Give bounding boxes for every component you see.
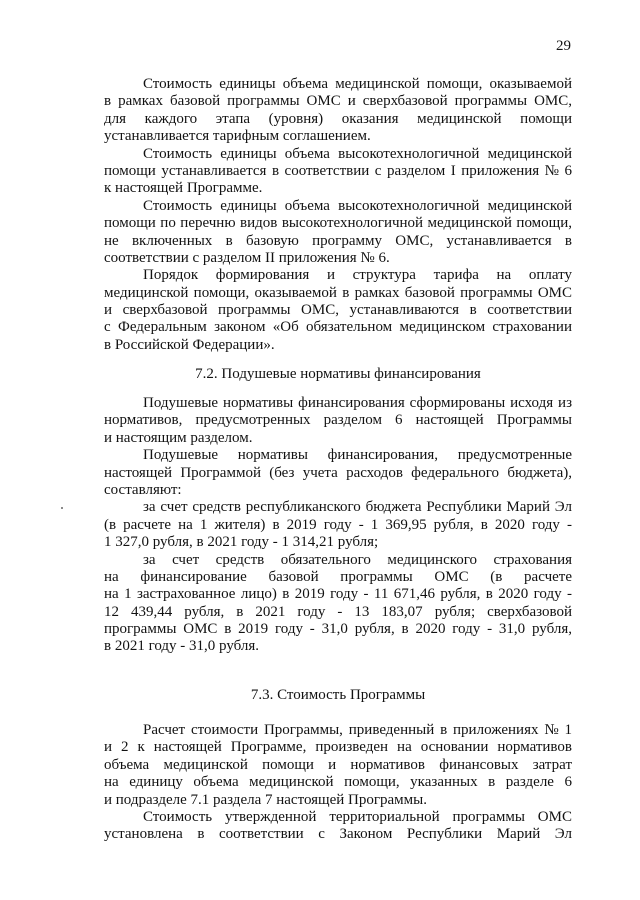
text-line: в рамках базовой программы ОМС и сверхбазовой программы ОМС, — [104, 93, 572, 110]
text-line: Стоимость единицы объема медицинской помощи, оказываемой — [143, 76, 572, 92]
text-line: помощи устанавливается в соответствии с разделом I приложения № 6 — [104, 162, 572, 179]
text-line: на единицу объема медицинской помощи, указанных в разделе 6 — [104, 774, 572, 791]
text-line: программы ОМС в 2019 году - 31,0 рубля, в 2020 году - 31,0 рубля, — [104, 621, 572, 638]
text-line: настоящей Программой (без учета расходов федерального бюджета), — [104, 464, 572, 481]
text-line: и настоящим разделом. — [104, 429, 253, 446]
text-line: нормативов, предусмотренных разделом 6 настоящей Программы — [104, 412, 572, 429]
text-line: помощи по перечню видов высокотехнологичной медицинской помощи, — [104, 215, 572, 232]
text-block-section-7-2 — [104, 395, 572, 656]
paragraph — [104, 76, 572, 146]
paragraph — [104, 722, 572, 809]
paragraph — [104, 447, 572, 499]
text-line: к настоящей Программе. — [104, 180, 263, 197]
text-line: Подушевые нормативы финансирования, предусмотренные — [143, 447, 572, 464]
text-line: для каждого этапа (уровня) оказания медицинской помощи — [104, 110, 572, 127]
paragraph — [104, 552, 572, 656]
text-line: Порядок формирования и структура тарифа на оплату — [143, 267, 572, 284]
scan-speck — [61, 507, 63, 509]
text-line: не включенных в базовую программу ОМС, устанавливается в — [104, 232, 572, 249]
text-line: (в расчете на 1 жителя) в 2019 году - 1 369,95 рубля, в 2020 году - — [104, 516, 572, 533]
paragraph — [104, 395, 572, 447]
text-line: составляют: — [104, 481, 182, 498]
paragraph — [104, 146, 572, 198]
text-line: в Российской Федерации». — [104, 336, 275, 353]
text-line: устанавливается тарифным соглашением. — [104, 128, 371, 145]
text-line: с Федеральным законом «Об обязательном медицинском страховании — [104, 319, 572, 336]
paragraph — [104, 267, 572, 354]
page-number: 29 — [556, 38, 571, 54]
text-line: установлена в соответствии с Законом Республики Марий Эл — [104, 826, 572, 843]
text-line: соответствии с разделом II приложения № 6. — [104, 249, 390, 266]
paragraph — [104, 499, 572, 551]
text-line: объема медицинской помощи и нормативов финансовых затрат — [104, 756, 572, 773]
text-line: Стоимость утвержденной территориальной программы ОМС — [143, 808, 572, 825]
text-line: 12 439,44 рубля, в 2021 году - 13 183,07 рубля; сверхбазовой — [104, 603, 572, 620]
text-block-section-7-3 — [104, 722, 572, 844]
text-line: за счет средств обязательного медицинского страхования — [143, 551, 572, 568]
text-line: Стоимость единицы объема высокотехнологичной медицинской — [143, 197, 572, 214]
text-line: на 1 застрахованное лицо) в 2019 году - 11 671,46 рубля, в 2020 году - — [104, 586, 572, 603]
section-heading: 7.3. Стоимость Программы — [250, 687, 426, 703]
text-line: и 2 к настоящей Программе, произведен на основании нормативов — [104, 739, 572, 756]
text-line: 1 327,0 рубля, в 2021 году - 1 314,21 рубля; — [104, 534, 379, 551]
text-line: Расчет стоимости Программы, приведенный в приложениях № 1 — [143, 722, 572, 738]
text-line: Подушевые нормативы финансирования сформированы исходя из — [143, 395, 572, 411]
text-block-continued — [104, 76, 572, 354]
text-line: медицинской помощи, оказываемой в рамках базовой программы ОМС — [104, 284, 572, 301]
text-line: в 2021 году - 31,0 рубля. — [104, 638, 260, 655]
paragraph — [104, 809, 572, 844]
text-line: за счет средств республиканского бюджета Республики Марий Эл — [143, 499, 572, 516]
text-line: и подразделе 7.1 раздела 7 настоящей Программы. — [104, 791, 427, 808]
text-line: на финансирование базовой программы ОМС (в расчете — [104, 568, 572, 585]
text-line: Стоимость единицы объема высокотехнологичной медицинской — [143, 145, 572, 162]
text-line: и сверхбазовой программы ОМС, устанавливаются в соответствии — [104, 302, 572, 319]
paragraph — [104, 198, 572, 268]
section-heading: 7.2. Подушевые нормативы финансирования — [195, 366, 481, 382]
